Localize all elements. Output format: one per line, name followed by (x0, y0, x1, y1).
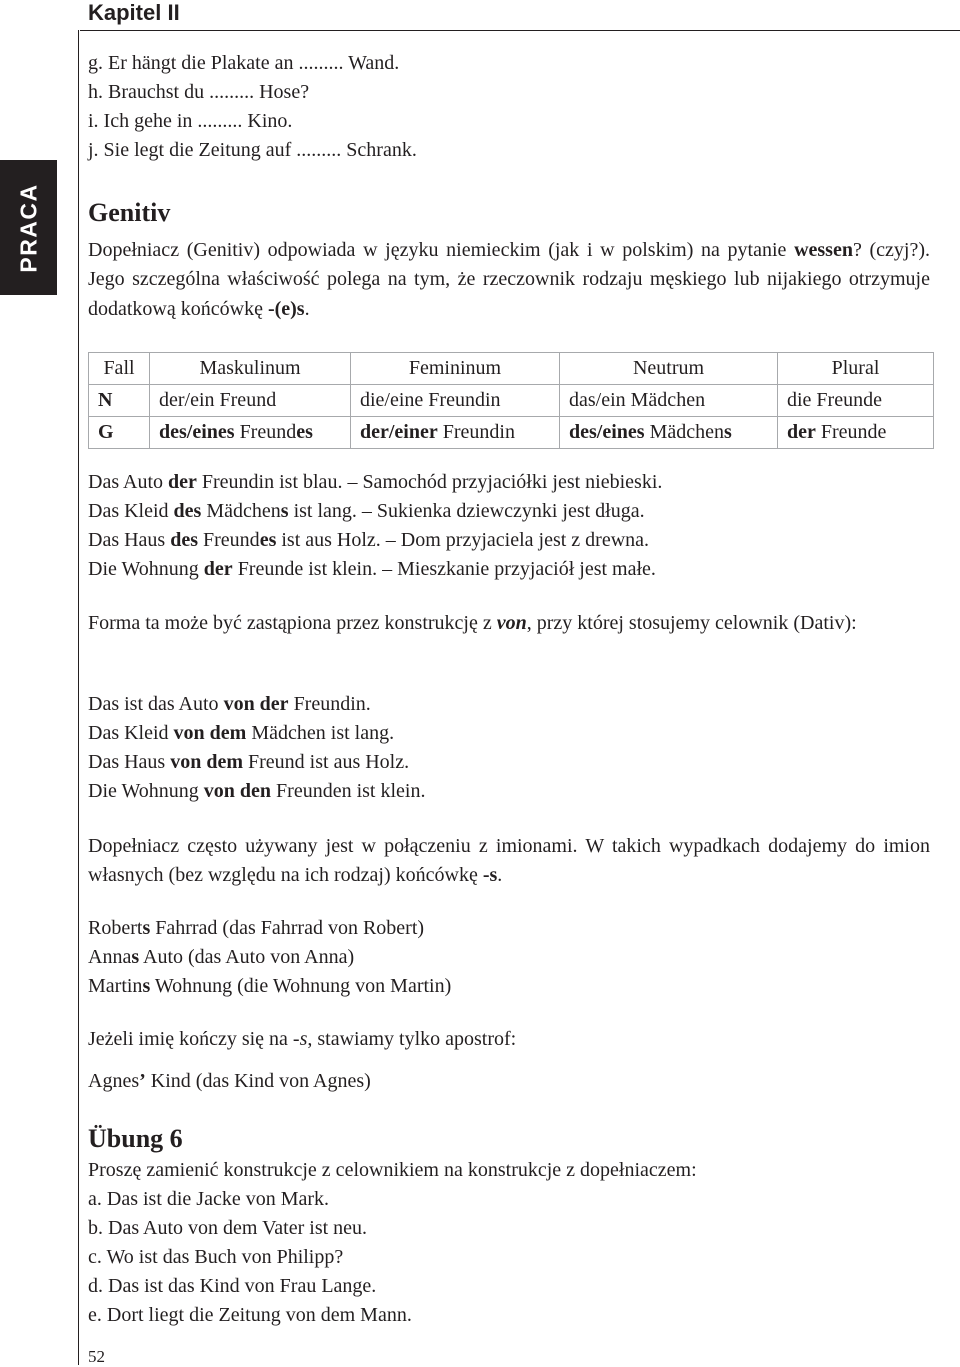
exercise-instruction: Proszę zamienić konstrukcje z celownikiem na konstrukcje z dopełniaczem: (88, 1159, 697, 1181)
column-header: Neutrum (560, 353, 778, 385)
example-line: Das Kleid des Mädchens ist lang. – Sukienka dziewczynki jest długa. (88, 500, 645, 522)
side-tab-label: PRACA (15, 182, 41, 273)
exercise-heading: Übung 6 (88, 1124, 183, 1153)
von-example: Das Haus von dem Freund ist aus Holz. (88, 751, 410, 773)
table-cell: der Freunde (778, 417, 934, 449)
exercise-item: j. Sie legt die Zeitung auf ......... Schrank. (88, 139, 417, 161)
table-cell: die Freunde (778, 385, 934, 417)
exercise-item: h. Brauchst du ......... Hose? (88, 81, 310, 103)
page-number: 52 (88, 1347, 105, 1366)
declension-table (88, 352, 934, 449)
table-cell: des/eines Freundes (150, 417, 351, 449)
name-example: Roberts Fahrrad (das Fahrrad von Robert) (88, 917, 425, 939)
von-example: Das Kleid von dem Mädchen ist lang. (88, 722, 395, 744)
chapter-title: Kapitel II (88, 0, 180, 25)
exercise-item: e. Dort liegt die Zeitung von dem Mann. (88, 1304, 412, 1326)
table-cell: der/ein Freund (150, 385, 351, 417)
apostrophe-example: Agnes’ Kind (das Kind von Agnes) (88, 1070, 371, 1092)
example-line: Das Auto der Freundin ist blau. – Samochód przyjaciółki jest niebieski. (88, 471, 663, 493)
von-example: Das ist das Auto von der Freundin. (88, 693, 371, 715)
table-header-row (89, 353, 934, 385)
table-cell: die/eine Freundin (351, 385, 560, 417)
names-rule: Dopełniacz często używany jest w połączeniu z imionami. W takich wypadkach dodajemy do imion własnych (bez względu na ich rodzaj) końcówkę -s. (88, 835, 930, 887)
exercise-item: b. Das Auto von dem Vater ist neu. (88, 1217, 368, 1239)
table-row (89, 385, 934, 417)
table-row (89, 417, 934, 449)
side-tab (0, 160, 57, 295)
table-cell: der/einer Freundin (351, 417, 560, 449)
von-rule: Forma ta może być zastąpiona przez konstrukcję z von, przy której stosujemy celownik (Dativ): (88, 612, 857, 634)
exercise-item: c. Wo ist das Buch von Philipp? (88, 1246, 344, 1268)
apostrophe-rule: Jeżeli imię kończy się na -s, stawiamy tylko apostrof: (88, 1028, 517, 1050)
table-cell: des/eines Mädchens (560, 417, 778, 449)
example-line: Das Haus des Freundes ist aus Holz. – Dom przyjaciela jest z drewna. (88, 529, 650, 551)
table-cell: N (89, 385, 150, 417)
table-cell: das/ein Mädchen (560, 385, 778, 417)
margin-rule (78, 30, 79, 1365)
column-header: Femininum (351, 353, 560, 385)
genitiv-intro: Dopełniacz (Genitiv) odpowiada w języku niemieckim (jak i w polskim) na pytanie wessen? (czyj?). Jego szczególna właściwość polega na tym, że rzeczownik rodzaju męskiego lub nijakiego otrzymuje dodatkową końcówkę -(e)s. (88, 239, 931, 320)
exercise-item: d. Das ist das Kind von Frau Lange. (88, 1275, 377, 1297)
section-heading: Genitiv (88, 198, 171, 227)
name-example: Martins Wohnung (die Wohnung von Martin) (88, 975, 452, 997)
column-header: Maskulinum (150, 353, 351, 385)
example-line: Die Wohnung der Freunde ist klein. – Mieszkanie przyjaciół jest małe. (88, 558, 656, 580)
column-header: Plural (778, 353, 934, 385)
name-example: Annas Auto (das Auto von Anna) (88, 946, 355, 968)
von-example: Die Wohnung von den Freunden ist klein. (88, 780, 426, 802)
exercise-item: i. Ich gehe in ......... Kino. (88, 110, 293, 132)
column-header: Fall (89, 353, 150, 385)
table-cell: G (89, 417, 150, 449)
exercise-item: g. Er hängt die Plakate an ......... Wand. (88, 52, 400, 74)
exercise-item: a. Das ist die Jacke von Mark. (88, 1188, 330, 1210)
header-rule (80, 30, 960, 31)
